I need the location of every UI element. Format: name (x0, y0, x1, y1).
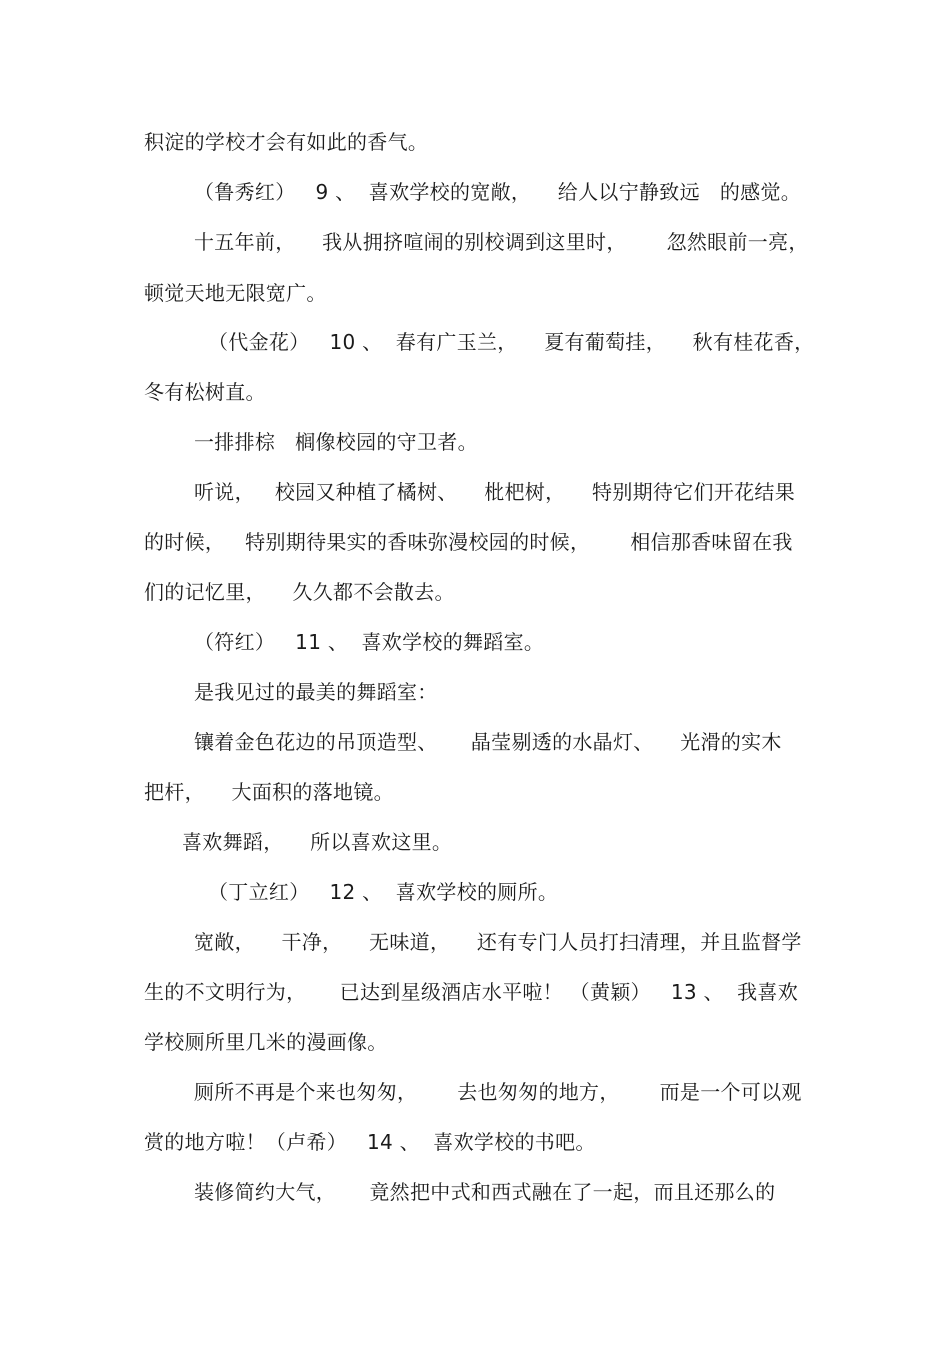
text-line: 赏的地方啦！（卢希） 14 、 喜欢学校的书吧。 (144, 1130, 596, 1154)
text-line: （鲁秀红） 9 、 喜欢学校的宽敞， 给人以宁静致远 的感觉。 (194, 180, 802, 204)
text-line: 顿觉天地无限宽广。 (144, 281, 327, 305)
text-line: 一排排棕 榈像校园的守卫者。 (194, 430, 478, 454)
text-line: 是我见过的最美的舞蹈室： (194, 680, 438, 704)
text-line: 听说， 校园又种植了橘树、 枇杷树， 特别期待它们开花结果 (194, 480, 796, 504)
text-line: 把杆， 大面积的落地镜。 (144, 780, 394, 804)
text-line: 冬有松树直。 (144, 380, 266, 404)
text-line: 们的记忆里， 久久都不会散去。 (144, 580, 455, 604)
text-line: （代金花） 10 、 春有广玉兰， 夏有葡萄挂， 秋有桂花香， (208, 330, 815, 354)
text-line: 积淀的学校才会有如此的香气。 (144, 130, 429, 154)
text-line: （丁立红） 12 、 喜欢学校的厕所。 (208, 880, 559, 904)
text-line: 镶着金色花边的吊顶造型、 晶莹剔透的水晶灯、 光滑的实木 (194, 730, 782, 754)
text-line: 学校厕所里几米的漫画像。 (144, 1030, 388, 1054)
text-line: 厕所不再是个来也匆匆， 去也匆匆的地方， 而是一个可以观 (194, 1080, 802, 1104)
text-line: 的时候， 特别期待果实的香味弥漫校园的时候， 相信那香味留在我 (144, 530, 793, 554)
text-line: 生的不文明行为， 已达到星级酒店水平啦！ （黄颖） 13 、 我喜欢 (144, 980, 799, 1004)
text-line: （符红） 11 、 喜欢学校的舞蹈室。 (194, 630, 545, 654)
text-line: 宽敞， 干净， 无味道， 还有专门人员打扫清理，并且监督学 (194, 930, 802, 954)
text-line: 装修简约大气， 竟然把中式和西式融在了一起，而且还那么的 (194, 1180, 776, 1204)
text-line: 十五年前， 我从拥挤喧闹的别校调到这里时， 忽然眼前一亮， (194, 230, 809, 254)
text-line: 喜欢舞蹈， 所以喜欢这里。 (182, 830, 453, 854)
